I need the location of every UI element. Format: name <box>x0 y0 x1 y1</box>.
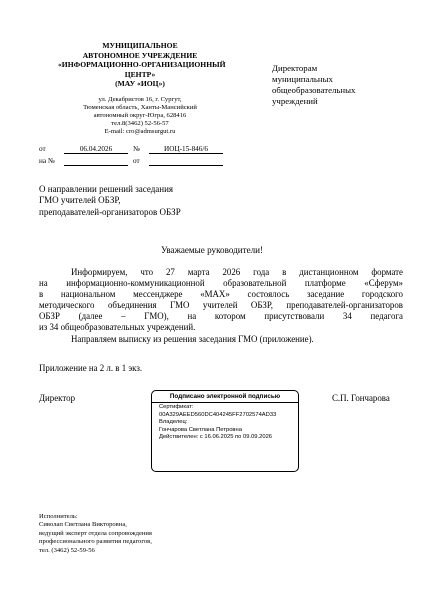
body-line: из 34 общеобразовательных учреждений. <box>39 322 196 333</box>
stamp-owner: Гончарова Светлана Петровна <box>159 426 242 433</box>
addressee-line: учреждений <box>272 96 318 106</box>
electronic-signature-stamp <box>151 390 299 472</box>
org-line: АВТОНОМНОЕ УЧРЕЖДЕНИЕ <box>82 50 198 60</box>
stamp-divider <box>152 402 298 403</box>
org-line: (МАУ «ИОЦ») <box>115 79 165 89</box>
attachment-note: Приложение на 2 л. в 1 экз. <box>39 363 143 373</box>
stamp-line: Владелец: <box>159 419 188 426</box>
org-line: МУНИЦИПАЛЬНОЕ <box>102 41 178 50</box>
stamp-title: Подписано электронной подписью <box>169 393 281 400</box>
reference-prefix: на № <box>39 157 55 165</box>
signer-name: С.П. Гончарова <box>332 393 390 403</box>
reference-date-blank <box>149 157 223 166</box>
body-line: Информируем, что 27 марта 2026 года в дистанционном формате <box>71 267 403 277</box>
executor-line: тел. (3462) 52-59-56 <box>39 546 95 554</box>
executor-block <box>39 513 152 555</box>
body-paragraph-2: Направляем выписку из решения заседания ГМО (приложение). <box>71 333 314 344</box>
letter-subject <box>39 184 181 218</box>
body-line: в национальном мессенджере «MAX» состоялось заседание городского <box>39 289 403 300</box>
organization-letterhead <box>58 41 226 89</box>
addressee-block <box>272 63 355 107</box>
reference-number-blank <box>64 157 128 166</box>
registration-date: 06.04.2026 <box>64 145 128 154</box>
body-line: на информационно-коммуникационной образовательной платформе «Сферум» <box>39 278 403 289</box>
address-line: ул. Декабристов 16, г. Сургут, <box>98 96 182 103</box>
addressee-line: муниципальных <box>272 74 333 84</box>
stamp-certificate: 00A329AEED560DC404245FF2702574AD33 <box>159 411 277 418</box>
addressee-line: Директорам <box>272 63 318 73</box>
reference-from-label: от <box>133 157 140 165</box>
registration-number-sign: № <box>133 145 140 153</box>
address-line: Тюменская область, Ханты-Мансийский <box>83 104 197 112</box>
body-line: методического объединения ГМО учителей ОБЗР, преподавателей-организаторов <box>39 300 403 311</box>
address-line: автономный округ-Югра, 628416 <box>93 112 187 120</box>
org-line: «ИНФОРМАЦИОННО-ОРГАНИЗАЦИОННЫЙ <box>58 60 226 70</box>
body-line: ОБЗР (далее – ГМО), на котором присутствовали 34 педагога <box>39 311 403 322</box>
stamp-validity: Действителен: с 16.06.2025 по 09.09.2026 <box>159 434 273 441</box>
org-line: ЦЕНТР» <box>124 69 156 79</box>
signer-position: Директор <box>39 393 76 403</box>
letter-body <box>39 267 403 345</box>
address-line: E-mail: cro@admsurgut.ru <box>104 128 176 136</box>
stamp-details <box>159 404 276 442</box>
executor-line: Сиволап Светлана Викторовна, <box>39 521 127 529</box>
executor-line: Исполнитель: <box>39 513 78 520</box>
address-line: тел.8(3462) 52-56-57 <box>111 120 169 128</box>
subject-line: О направлении решений заседания <box>39 184 174 194</box>
subject-line: преподавателей-организаторов ОБЗР <box>39 206 181 217</box>
organization-address <box>58 96 222 136</box>
registration-number: ИОЦ-15-846/6 <box>149 145 223 154</box>
registration-from-label: от <box>39 145 46 153</box>
subject-line: ГМО учителей ОБЗР, <box>39 195 121 206</box>
addressee-line: общеобразовательных <box>272 85 356 95</box>
greeting: Уважаемые руководители! <box>160 245 264 255</box>
executor-line: ведущий эксперт отдела сопровождения <box>39 529 152 537</box>
executor-line: профессионального развития педагогов, <box>39 538 152 546</box>
stamp-line: Сертификат: <box>159 404 194 410</box>
